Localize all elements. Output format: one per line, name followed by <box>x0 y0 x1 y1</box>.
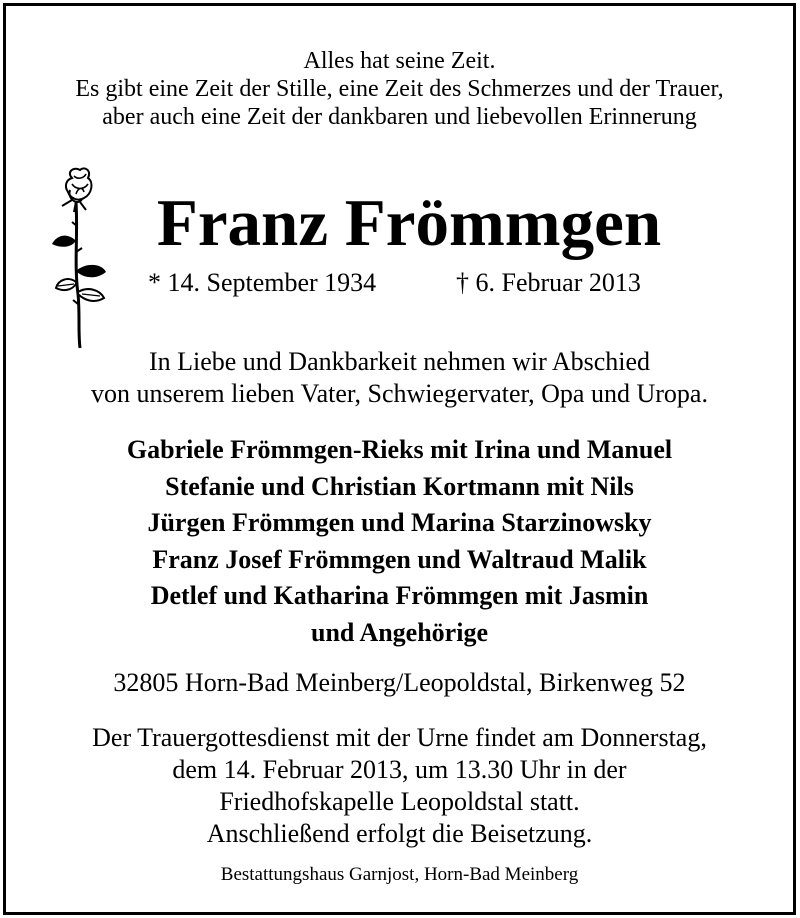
intro-line: aber auch eine Zeit der dankbaren und liebevollen Erinnerung <box>102 104 697 130</box>
farewell-line: von unserem lieben Vater, Schwiegervater, Opa und Uropa. <box>91 379 708 408</box>
intro-line: Alles hat seine Zeit. <box>303 48 496 74</box>
intro-line: Es gibt eine Zeit der Stille, eine Zeit des Schmerzes und der Trauer, <box>75 76 724 102</box>
family-member: Jürgen Frömmgen und Marina Starzinowsky <box>147 508 652 537</box>
obituary-frame <box>3 3 796 915</box>
undertaker: Bestattungshaus Garnjost, Horn-Bad Meinberg <box>220 864 579 885</box>
farewell-line: In Liebe und Dankbarkeit nehmen wir Abschied <box>148 347 651 376</box>
address: 32805 Horn-Bad Meinberg/Leopoldstal, Birkenweg 52 <box>113 668 686 697</box>
family-member: und Angehörige <box>311 617 488 647</box>
death-date: † 6. Februar 2013 <box>456 268 641 297</box>
family-member: Stefanie und Christian Kortmann mit Nils <box>165 471 634 501</box>
service-line: dem 14. Februar 2013, um 13.30 Uhr in der <box>172 755 627 784</box>
obituary-content <box>6 6 793 912</box>
farewell-text <box>6 346 793 410</box>
service-line: Friedhofskapelle Leopoldstal statt. <box>219 787 580 816</box>
service-line: Der Trauergottesdienst mit der Urne findet am Donnerstag, <box>92 723 707 752</box>
service-line: Anschließend erfolgt die Beisetzung. <box>206 819 593 848</box>
family-list <box>6 432 793 651</box>
service-info <box>6 722 793 850</box>
family-member: Gabriele Frömmgen-Rieks mit Irina und Manuel <box>126 435 673 464</box>
deceased-name: Franz Frömmgen <box>156 186 662 260</box>
intro-verse <box>6 47 793 131</box>
family-member: Franz Josef Frömmgen und Waltraud Malik <box>152 544 647 574</box>
rose-icon <box>48 164 110 350</box>
family-member: Detlef und Katharina Frömmgen mit Jasmin <box>150 581 649 610</box>
birth-date: * 14. September 1934 <box>148 268 377 297</box>
